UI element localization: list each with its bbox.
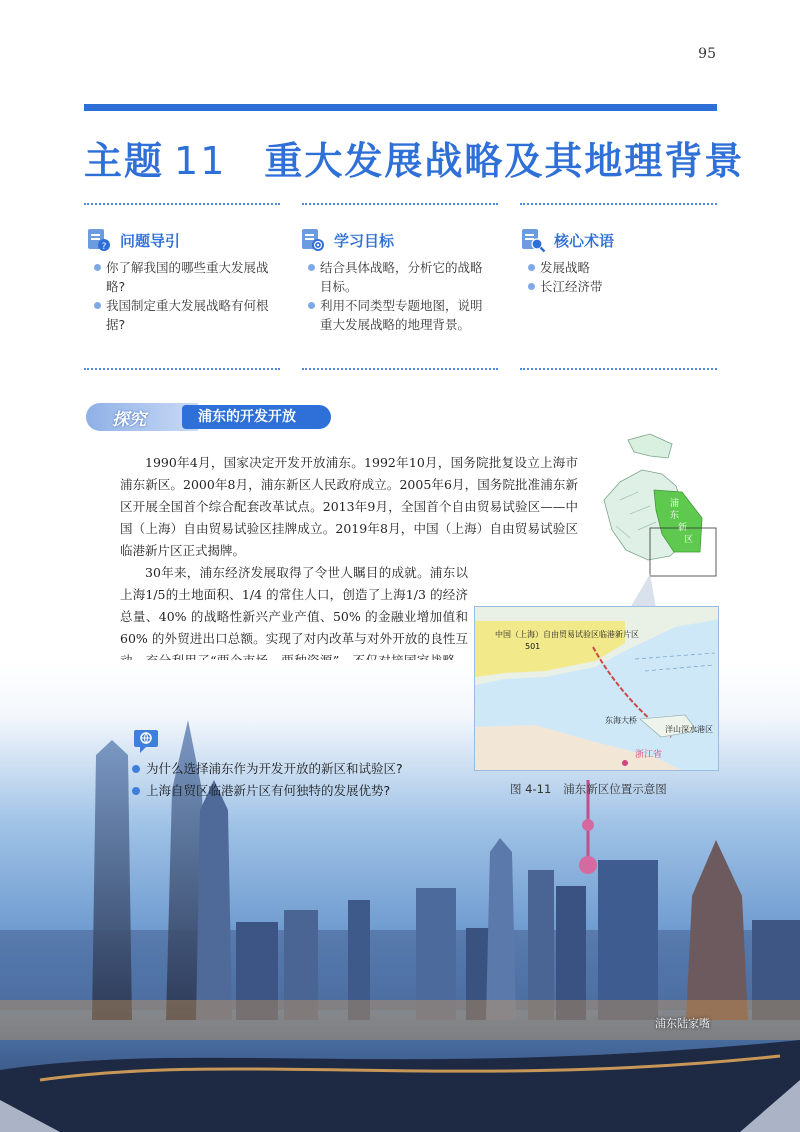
panel-label: 问题导引 bbox=[120, 231, 181, 250]
target-doc-icon bbox=[300, 227, 326, 253]
divider bbox=[302, 203, 498, 205]
map-port-label: 洋山深水港区 bbox=[665, 725, 713, 734]
inset-label-char: 新 bbox=[678, 523, 688, 533]
paragraph-text: 1990年4月，国家决定开发开放浦东。1992年10月，国务院批复设立上海市浦东新区。2000年8月，浦东新区人民政府成立。2005年6月，国务院批准浦东新区开展全国首个综合配套改革试点。2013年9月，全国首个自由贸易试验区——中国（上海）自由贸易试验区挂牌成立。2019年8月，中国（上海）自由贸易试验区临港新片区正式揭牌。 bbox=[120, 455, 578, 558]
discussion-icon bbox=[132, 727, 160, 755]
title-rule bbox=[84, 104, 717, 111]
figure-caption bbox=[510, 781, 667, 797]
figure-label: 图 4-11 bbox=[510, 782, 552, 796]
question-item: 上海自贸区临港新片区有何独特的发展优势? bbox=[130, 780, 403, 802]
svg-text:?: ? bbox=[101, 242, 107, 252]
list-item: 你了解我国的哪些重大发展战略? bbox=[92, 258, 276, 296]
question-doc-icon bbox=[86, 227, 112, 253]
map-province-label: 浙江省 bbox=[635, 750, 663, 760]
page-number: 95 bbox=[698, 46, 716, 62]
panel-learning-goals bbox=[300, 226, 490, 334]
divider bbox=[302, 368, 498, 370]
map-peak-label: 501 bbox=[525, 642, 541, 651]
figure-caption-text: 浦东新区位置示意图 bbox=[563, 782, 667, 796]
paragraph-1 bbox=[120, 452, 578, 562]
list-item: 利用不同类型专题地图，说明重大发展战略的地理背景。 bbox=[306, 296, 490, 334]
explore-header bbox=[86, 403, 331, 431]
inset-label-char: 浦 bbox=[670, 499, 680, 509]
title-text: 重大发展战略及其地理背景 bbox=[264, 139, 745, 183]
inset-label-char: 区 bbox=[684, 535, 694, 545]
list-item: 我国制定重大发展战略有何根据? bbox=[92, 296, 276, 334]
list-item: 发展战略 bbox=[526, 258, 710, 277]
panel-label: 学习目标 bbox=[334, 231, 395, 250]
page-title bbox=[84, 130, 744, 185]
question-list bbox=[130, 758, 403, 802]
list-item: 长江经济带 bbox=[526, 277, 710, 296]
map-callout-pointer bbox=[620, 574, 660, 608]
shanghai-inset-map bbox=[590, 430, 720, 580]
photo-caption: 浦东陆家嘴 bbox=[655, 1017, 710, 1030]
magnifier-doc-icon bbox=[520, 227, 546, 253]
list-item: 结合具体战略，分析它的战略目标。 bbox=[306, 258, 490, 296]
divider bbox=[84, 203, 280, 205]
explore-tag: 探究 bbox=[112, 410, 146, 430]
question-item: 为什么选择浦东作为开发开放的新区和试验区? bbox=[130, 758, 403, 780]
lingang-location-map bbox=[474, 606, 719, 771]
map-zone-label: 中国（上海）自由贸易试验区临港新片区 bbox=[495, 630, 639, 639]
paragraph-text: 30年来，浦东经济发展取得了令世人瞩目的成就。浦东以上海1/5的土地面积、1/4 的常住人口，创造了上海1/3 的经济总量、40% 的战略性新兴产业产值、50% 的金融业增加值和60% 的外贸进出口总额。实现了对内改革与对外开放的良性互 bbox=[120, 565, 468, 646]
panel-core-terms bbox=[520, 226, 710, 296]
panel-question-guide bbox=[86, 226, 276, 334]
inset-label-char: 东 bbox=[670, 511, 680, 521]
divider bbox=[84, 368, 280, 370]
map-bridge-label: 东海大桥 bbox=[605, 716, 637, 725]
divider bbox=[520, 368, 717, 370]
title-prefix: 主题 bbox=[84, 139, 165, 183]
title-number: 11 bbox=[174, 139, 227, 183]
explore-title: 浦东的开发开放 bbox=[182, 405, 331, 429]
panel-label: 核心术语 bbox=[554, 231, 615, 250]
divider bbox=[520, 203, 717, 205]
